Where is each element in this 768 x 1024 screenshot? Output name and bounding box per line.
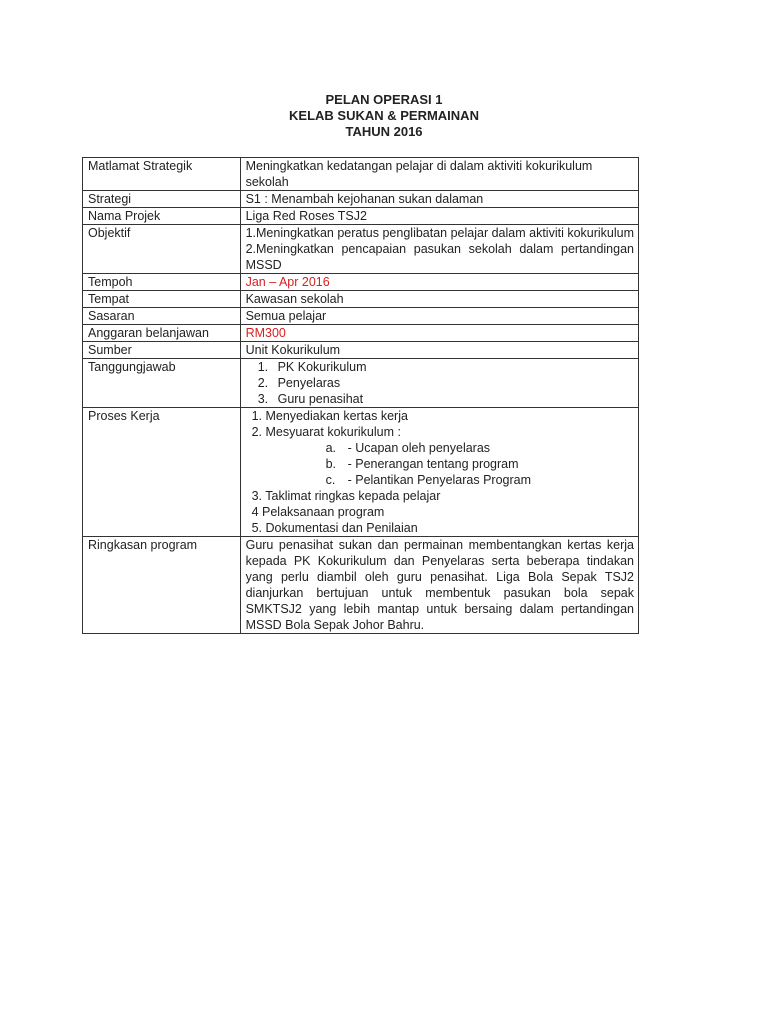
process-step: 3. Taklimat ringkas kepada pelajar [251, 489, 441, 503]
row-anggaran [83, 325, 639, 342]
row-objektif [83, 225, 639, 274]
value-proses [240, 408, 638, 537]
row-proses [83, 408, 639, 537]
title-line-3: TAHUN 2016 [345, 124, 423, 139]
label-tempoh: Tempoh [83, 274, 241, 291]
label-sumber: Sumber [83, 342, 241, 359]
value-tanggungjawab [240, 359, 638, 408]
process-step: 5. Dokumentasi dan Penilaian [251, 521, 418, 535]
label-anggaran: Anggaran belanjawan [83, 325, 241, 342]
objektif-item: 1.Meningkatkan peratus penglibatan pelajar dalam aktiviti kokurikulum [245, 226, 635, 240]
row-ringkasan [83, 537, 639, 634]
objektif-item: 2.Meningkatkan pencapaian pasukan sekolah dalam pertandingan MSSD [245, 242, 634, 272]
process-step: 2. Mesyuarat kokurikulum : [251, 425, 401, 439]
label-tempat: Tempat [83, 291, 241, 308]
label-proses: Proses Kerja [83, 408, 241, 537]
substep-letter: c. [325, 473, 336, 487]
row-matlamat [83, 158, 639, 191]
value-objektif [240, 225, 638, 274]
row-sasaran [83, 308, 639, 325]
row-projek [83, 208, 639, 225]
process-substep [326, 472, 634, 488]
row-sumber [83, 342, 639, 359]
row-tempoh [83, 274, 639, 291]
substep-letter: a. [325, 441, 337, 455]
value-sasaran: Semua pelajar [240, 308, 638, 325]
list-item: 1. PK Kokurikulum [272, 359, 634, 375]
label-strategi: Strategi [83, 191, 241, 208]
row-strategi [83, 191, 639, 208]
label-ringkasan: Ringkasan program [83, 537, 241, 634]
substep-letter: b. [325, 457, 337, 471]
value-sumber: Unit Kokurikulum [240, 342, 638, 359]
value-ringkasan: Guru penasihat sukan dan permainan membentangkan kertas kerja kepada PK Kokurikulum dan Penyelaras serta beberapa tindakan yang perlu diambil oleh guru penasihat. Liga Bola Sepak TSJ2 dianjurkan bertujuan untuk membentuk pasukan bola sepak SMKTSJ2 yang lebih mantap untuk bersaing dalam pertandingan MSSD Bola Sepak Johor Bahru. [240, 537, 638, 634]
label-sasaran: Sasaran [83, 308, 241, 325]
label-tanggungjawab: Tanggungjawab [83, 359, 241, 408]
value-tempat: Kawasan sekolah [240, 291, 638, 308]
process-steps [246, 408, 634, 536]
process-substep [326, 456, 634, 472]
value-strategi: S1 : Menambah kejohanan sukan dalaman [240, 191, 638, 208]
value-anggaran: RM300 [240, 325, 638, 342]
value-tempoh: Jan – Apr 2016 [240, 274, 638, 291]
responsibility-list [246, 359, 634, 407]
substep-text: - Ucapan oleh penyelaras [347, 441, 491, 455]
process-substep [326, 440, 634, 456]
row-tanggungjawab [83, 359, 639, 408]
substep-text: - Penerangan tentang program [347, 457, 519, 471]
operation-plan-table [82, 157, 639, 634]
title-line-2: KELAB SUKAN & PERMAINAN [289, 108, 479, 123]
label-matlamat: Matlamat Strategik [83, 158, 241, 191]
process-step: 4 Pelaksanaan program [251, 505, 385, 519]
list-item: 2. Penyelaras [272, 375, 634, 391]
value-projek: Liga Red Roses TSJ2 [240, 208, 638, 225]
substep-text: - Pelantikan Penyelaras Program [347, 473, 532, 487]
list-item: 3. Guru penasihat [272, 391, 634, 407]
label-projek: Nama Projek [83, 208, 241, 225]
value-matlamat: Meningkatkan kedatangan pelajar di dalam aktiviti kokurikulum sekolah [240, 158, 638, 191]
row-tempat [83, 291, 639, 308]
title-line-1: PELAN OPERASI 1 [325, 92, 443, 107]
label-objektif: Objektif [83, 225, 241, 274]
process-step: 1. Menyediakan kertas kerja [251, 409, 408, 423]
document-header [0, 92, 768, 140]
